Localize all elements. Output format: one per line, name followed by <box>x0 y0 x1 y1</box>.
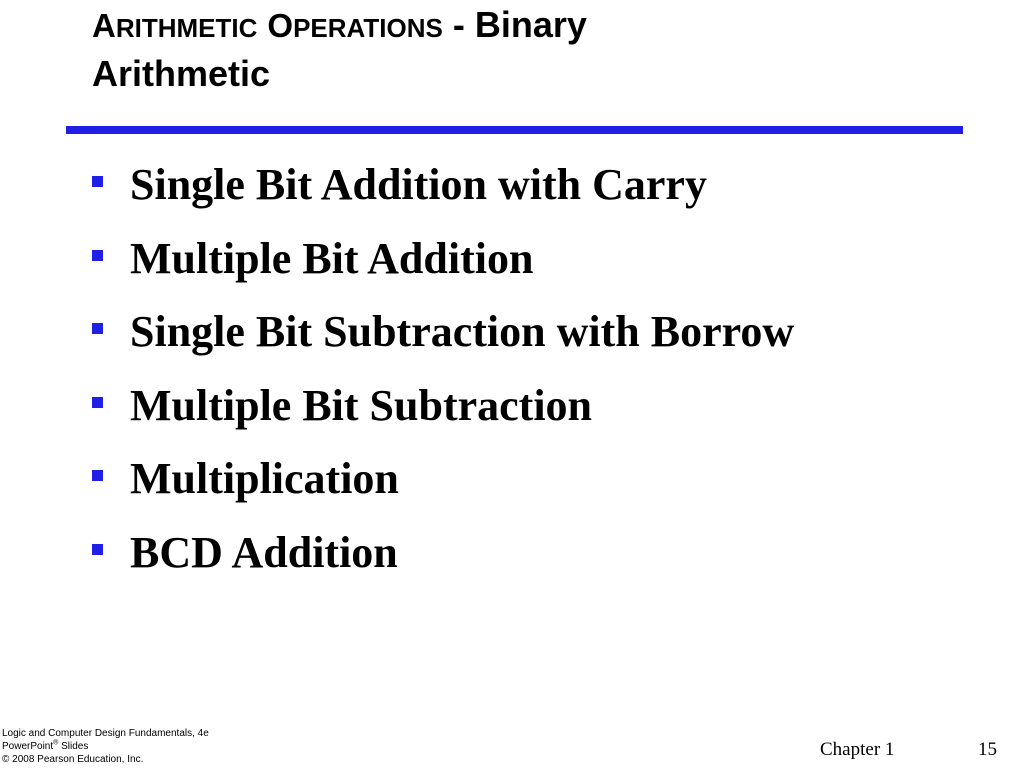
square-bullet-icon <box>92 250 103 261</box>
bullet-text: Single Bit Subtraction with Borrow <box>130 307 795 356</box>
title-line2: Arithmetic <box>92 53 271 94</box>
bullet-item <box>92 448 794 522</box>
footer-powerpoint: PowerPoint <box>2 741 54 752</box>
title-sc-a: A <box>92 7 116 44</box>
title-divider <box>66 126 963 134</box>
square-bullet-icon <box>92 470 103 481</box>
footer-copyright: © 2008 Pearson Education, Inc. <box>2 754 144 765</box>
footer-slides-line <box>2 740 209 753</box>
square-bullet-icon <box>92 176 103 187</box>
bullet-item <box>92 228 794 302</box>
bullet-item <box>92 375 794 449</box>
bullet-item <box>92 154 794 228</box>
page-number: 15 <box>978 739 997 760</box>
bullet-text: Multiplication <box>130 454 399 503</box>
bullet-text: Multiple Bit Addition <box>130 233 534 283</box>
bullet-list <box>92 154 794 595</box>
slide-title <box>92 2 952 97</box>
bullet-text: BCD Addition <box>130 527 398 577</box>
square-bullet-icon <box>92 323 103 334</box>
footer-slides: Slides <box>58 741 89 752</box>
title-sc-perations: PERATIONS <box>293 13 443 43</box>
title-suffix: - Binary <box>442 4 587 45</box>
bullet-item <box>92 301 794 375</box>
square-bullet-icon <box>92 397 103 408</box>
title-sc-o: O <box>267 7 294 44</box>
square-bullet-icon <box>92 544 103 555</box>
bullet-item <box>92 522 794 596</box>
bullet-text: Multiple Bit Subtraction <box>130 380 593 430</box>
bullet-text: Single Bit Addition with Carry <box>130 160 707 209</box>
footer-book-title: Logic and Computer Design Fundamentals, 4e <box>2 728 209 739</box>
footer-chapter: Chapter 1 <box>820 739 895 760</box>
registered-mark: ® <box>53 739 59 747</box>
title-sc-rithmetic: RITHMETIC <box>115 13 258 43</box>
footer-book-info <box>2 727 209 766</box>
